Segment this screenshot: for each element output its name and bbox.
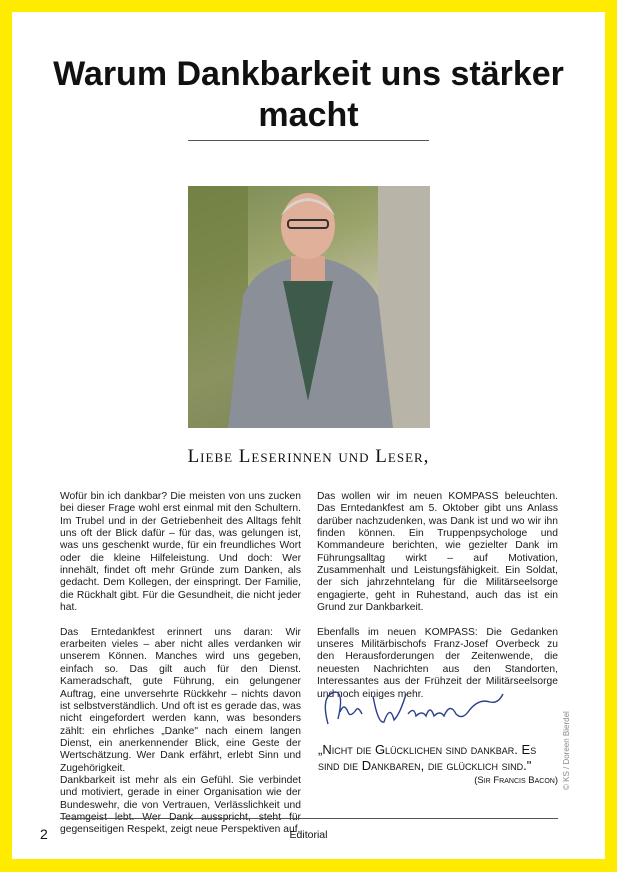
quote-text: „Nicht die Glücklichen sind dankbar. Es sind die Dankbaren, die glücklich sind." xyxy=(318,742,537,773)
right-column xyxy=(317,491,558,713)
paragraph: Dankbarkeit ist mehr als ein Gefühl. Sie verbindet und motiviert, gerade in einer Organisation wie der Bundeswehr, die von Vertrauen, Verlässlichkeit und Teamgeist lebt. Wer Dank ausspricht, steht für gegenseitigen Respekt, zeigt neue Perspektiven auf. xyxy=(60,774,301,836)
paragraph: Wofür bin ich dankbar? Die meisten von uns zucken bei dieser Frage wohl erst einmal mit den Schultern. Im Trubel und in der Getriebenheit des Alltags fehlt uns oft der Blick dafür – für das, was gelungen ist, was uns geschenkt wurde, für ein freundliches Wort oder die kleine Hilfeleistung. Und doch: Wer innehält, findet oft mehr Gründe zum Danken, als gedacht. Dem Kollegen, der einspringt. Der Familie, die Rückhalt gibt. Für die Gesundheit, die nicht jeder hat. xyxy=(60,491,301,614)
section-label: Editorial xyxy=(289,829,328,841)
title-divider xyxy=(188,140,429,141)
quote xyxy=(318,742,558,787)
quote-source: (Sir Francis Bacon) xyxy=(474,775,558,786)
signature xyxy=(318,684,518,734)
paragraph: Das wollen wir im neuen KOMPASS beleuchten. Das Erntedankfest am 5. Oktober gibt uns Anlass darüber nachzudenken, was Dank ist und wo wir ihn finden können. Ein Truppenpsychologe und Kommandeure berichten, wie gezielter Dank im Führungsalltag wirkt – auf Motivation, Zusammenhalt und Leistungsfähigkeit. Ein Soldat, der sich jahrzehntelang für die Militärseelsorge engagierte, geht in Ruhestand, auch das ist ein Grund zur Dankbarkeit. xyxy=(317,491,558,614)
page-title: Warum Dankbarkeit uns stärker macht xyxy=(53,55,564,134)
paragraph: Ebenfalls im neuen KOMPASS: Die Gedanken unseres Militärbischofs Franz-Josef Overbeck zu den Herausforderungen der Zeitenwende, die neuesten Nachrichten aus den Standorten, Interessantes aus der Frühzeit der Militärseelsorge und noch einiges mehr. xyxy=(317,626,558,700)
paragraph: Das Erntedankfest erinnert uns daran: Wir erarbeiten vieles – aber nicht alles verdanken wir unserem Können. Manches wird uns gegeben, einfach so. Das gilt auch für den Dienst. Kameradschaft, gute Führung, ein gelungener Auftrag, eine unversehrte Rückkehr – nichts davon ist selbstverständlich. Und oft ist es gerade das, was nicht eingefordert werden kann, was besonders zählt: ein ehrliches „Danke" nach einem langen Dienst, ein anerkennender Blick, eine Geste der Wertschätzung. Wer Dank erfährt, erlebt Sinn und Zugehörigkeit. xyxy=(60,626,301,774)
page-number: 2 xyxy=(40,826,48,842)
left-column xyxy=(60,491,301,849)
portrait-photo xyxy=(188,186,430,428)
photo-credit: © KS / Doreen Bierdel xyxy=(562,711,571,790)
greeting: Liebe Leserinnen und Leser, xyxy=(187,446,430,467)
footer-divider xyxy=(60,818,558,819)
